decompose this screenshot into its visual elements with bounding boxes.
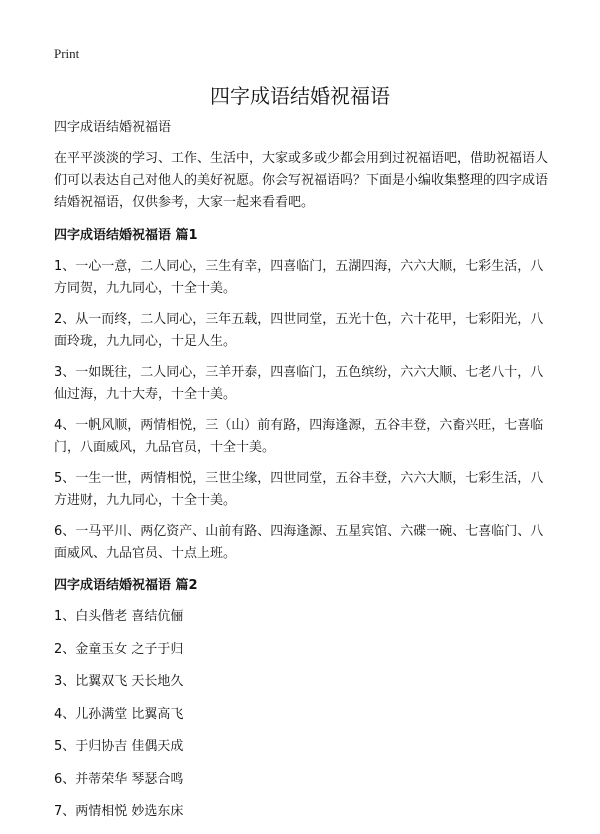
idiom-pair-item: 6、并蒂荣华 琴瑟合鸣 xyxy=(54,771,184,787)
blessing-item: 1、一心一意，二人同心，三生有幸，四喜临门，五湖四海，六六大顺，七彩生活，八方同贺，九九同心，十全十美。 xyxy=(54,259,544,296)
idiom-pair-item: 2、金童玉女 之子于归 xyxy=(54,641,184,657)
blessing-item: 5、一生一世，两情相悦，三世尘缘，四世同堂，五谷丰登，六六大顺，七彩生活，八方进财，九九同心，十全十美。 xyxy=(54,471,544,508)
idiom-pair-item: 5、于归协吉 佳偶天成 xyxy=(54,739,184,754)
print-link[interactable]: Print xyxy=(54,46,80,61)
idiom-pair-item: 3、比翼双飞 天长地久 xyxy=(54,674,184,689)
blessing-item: 6、一马平川、两亿资产、山前有路、四海逢源、五星宾馆、六碟一碗、七喜临门、八面威风、九品官员、十点上班。 xyxy=(54,524,544,561)
blessing-item: 2、从一而终，二人同心，三年五载，四世同堂，五光十色，六十花甲，七彩阳光，八面玲珑，九九同心，十足人生。 xyxy=(54,312,544,349)
idiom-pair-item: 1、白头偕老 喜结伉俪 xyxy=(54,609,184,624)
intro-paragraph: 在平平淡淡的学习、工作、生活中，大家或多或少都会用到过祝福语吧，借助祝福语人们可以表达自己对他人的美好祝愿。你会写祝福语吗？下面是小编收集整理的四字成语结婚祝福语，仅供参考，大家一起来看看吧。 xyxy=(54,151,549,210)
idiom-pair-item: 7、两情相悦 妙选东床 xyxy=(54,804,184,819)
section-heading-2: 四字成语结婚祝福语 篇2 xyxy=(54,578,198,593)
article-subtitle: 四字成语结婚祝福语 xyxy=(54,120,172,135)
section-1 xyxy=(54,225,554,565)
page-title: 四字成语结婚祝福语 xyxy=(210,84,390,108)
blessing-item: 4、一帆风顺，两情相悦，三（山）前有路，四海逢源，五谷丰登，六畜兴旺，七喜临门，八面威风，九品官员，十全十美。 xyxy=(54,418,544,455)
article-body xyxy=(54,117,554,834)
section-heading-1: 四字成语结婚祝福语 篇1 xyxy=(54,228,198,243)
idiom-pair-item: 4、儿孙满堂 比翼高飞 xyxy=(54,706,184,722)
blessing-item: 3、一如既往，二人同心，三羊开泰，四喜临门，五色缤纷，六六大顺、七老八十，八仙过海，九十大寿，十全十美。 xyxy=(54,365,544,402)
section-2 xyxy=(54,575,554,823)
